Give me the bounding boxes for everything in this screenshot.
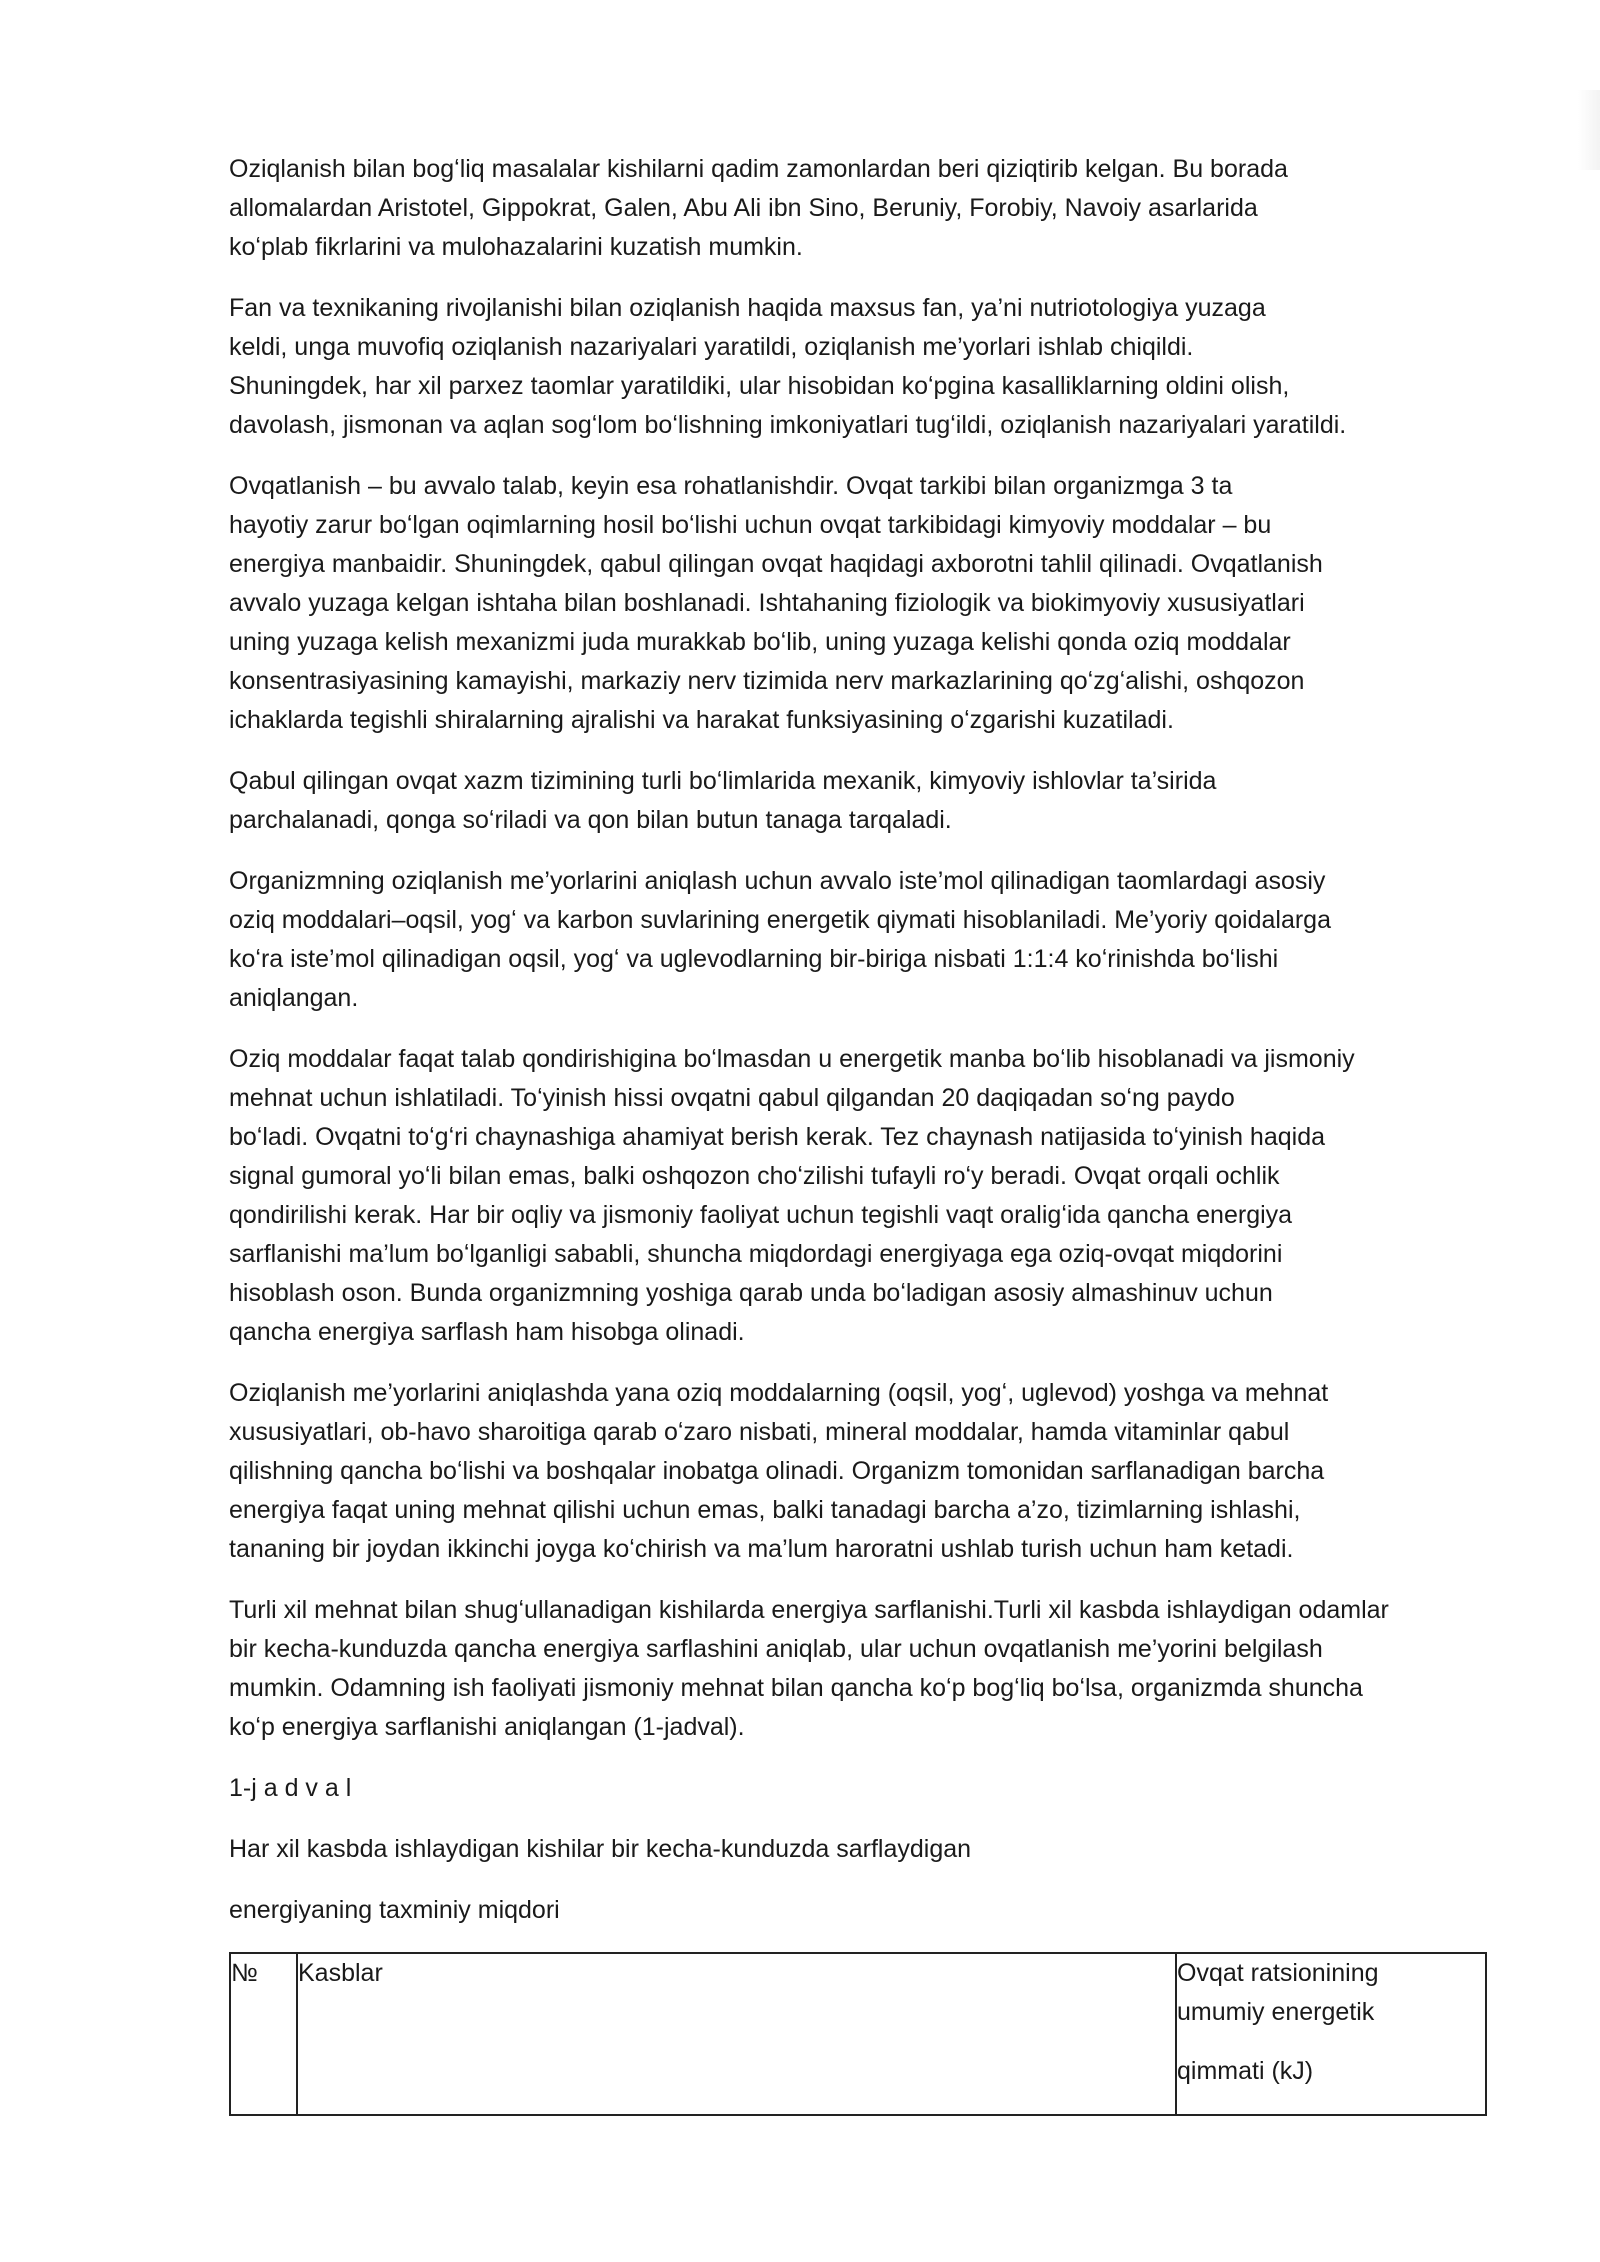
text-line: qondirilishi kerak. Har bir oqliy va jismoniy faoliyat uchun tegishli vaqt oraligʻida qancha energiya [229, 1201, 1293, 1229]
text-line: koʻp energiya sarflanishi aniqlangan (1-jadval). [229, 1713, 745, 1741]
text-line: Oziqlanish bilan bogʻliq masalalar kishilarni qadim zamonlardan beri qiziqtirib kelgan. Bu borada [229, 155, 1288, 183]
text-line: konsentrasiyasining kamayishi, markaziy nerv tizimida nerv markazlarining qoʻzgʻalishi, oshqozon [229, 667, 1305, 695]
text-line: Oziqlanish me’yorlarini aniqlashda yana oziq moddalarning (oqsil, yogʻ, uglevod) yoshga va mehnat [229, 1379, 1329, 1407]
header-professions: Kasblar [297, 1953, 1176, 2115]
text-line: qancha energiya sarflash ham hisobga olinadi. [229, 1318, 745, 1346]
text-line: koʻra iste’mol qilinadigan oqsil, yogʻ va uglevodlarning bir-biriga nisbati 1:1:4 koʻrinishda boʻlishi [229, 945, 1279, 973]
header-energy-line: qimmati (kJ) [1177, 2057, 1314, 2085]
text-line: Qabul qilingan ovqat xazm tizimining turli boʻlimlarida mexanik, kimyoviy ishlovlar ta’sirida [229, 767, 1217, 795]
paragraph [229, 1374, 1487, 1569]
paragraph [229, 1591, 1487, 1747]
text-line: ichaklarda tegishli shiralarning ajralishi va harakat funksiyasining oʻzgarishi kuzatiladi. [229, 706, 1174, 734]
text-line: Oziq moddalar faqat talab qondirishigina boʻlmasdan u energetik manba boʻlib hisoblanadi va jismoniy [229, 1045, 1355, 1073]
paragraph [229, 150, 1487, 267]
paragraph [229, 1040, 1487, 1352]
paragraph [229, 862, 1487, 1018]
header-number: № [230, 1953, 297, 2115]
text-line: keldi, unga muvofiq oziqlanish nazariyalari yaratildi, oziqlanish me’yorlari ishlab chiqildi. [229, 333, 1194, 361]
header-energy-line: Ovqat ratsionining [1177, 1959, 1379, 1987]
text-line: davolash, jismonan va aqlan sogʻlom boʻlishning imkoniyatlari tugʻildi, oziqlanish nazariyalari yaratildi. [229, 411, 1347, 439]
text-line: oziq moddalari–oqsil, yogʻ va karbon suvlarining energetik qiymati hisoblaniladi. Me’yoriy qoidalarga [229, 906, 1331, 934]
header-energy-value [1176, 1953, 1486, 2115]
table-label: 1-j a d v a l [229, 1774, 352, 1802]
document-body [229, 150, 1487, 2116]
text-line: sarflanishi ma’lum boʻlganligi sababli, shuncha miqdordagi energiyaga ega oziq-ovqat miqdorini [229, 1240, 1283, 1268]
text-line: Ovqatlanish – bu avvalo talab, keyin esa rohatlanishdir. Ovqat tarkibi bilan organizmga 3 ta [229, 472, 1233, 500]
text-line: parchalanadi, qonga soʻriladi va qon bilan butun tanaga tarqaladi. [229, 806, 952, 834]
text-line: mehnat uchun ishlatiladi. Toʻyinish hissi ovqatni qabul qilgandan 20 daqiqadan soʻng paydo [229, 1084, 1235, 1112]
paragraph [229, 467, 1487, 740]
text-line: Turli xil mehnat bilan shugʻullanadigan kishilarda energiya sarflanishi.Turli xil kasbda ishlaydigan odamlar [229, 1596, 1389, 1624]
table-caption-continued: energiyaning taxminiy miqdori [229, 1896, 560, 1924]
paragraph [229, 762, 1487, 840]
text-line: xususiyatlari, ob-havo sharoitiga qarab oʻzaro nisbati, mineral moddalar, hamda vitaminlar qabul [229, 1418, 1290, 1446]
paragraph [229, 289, 1487, 445]
text-line: uning yuzaga kelish mexanizmi juda murakkab boʻlib, uning yuzaga kelishi qonda oziq moddalar [229, 628, 1291, 656]
text-line: Organizmning oziqlanish me’yorlarini aniqlash uchun avvalo iste’mol qilinadigan taomlardagi asosiy [229, 867, 1326, 895]
text-line: Shuningdek, har xil parxez taomlar yaratildiki, ular hisobidan koʻpgina kasalliklarning oldini olish, [229, 372, 1290, 400]
table-header-row [230, 1953, 1486, 2115]
text-line: mumkin. Odamning ish faoliyati jismoniy mehnat bilan qancha koʻp bogʻliq boʻlsa, organizmda shuncha [229, 1674, 1363, 1702]
text-line: avvalo yuzaga kelgan ishtaha bilan boshlanadi. Ishtahaning fiziologik va biokimyoviy xususiyatlari [229, 589, 1305, 617]
text-line: tananing bir joydan ikkinchi joyga koʻchirish va ma’lum haroratni ushlab turish uchun ham ketadi. [229, 1535, 1294, 1563]
text-line: qilishning qancha boʻlishi va boshqalar inobatga olinadi. Organizm tomonidan sarflanadigan barcha [229, 1457, 1325, 1485]
header-energy-line: umumiy energetik [1177, 1998, 1375, 2026]
text-line: aniqlangan. [229, 984, 359, 1012]
text-line: hisoblash oson. Bunda organizmning yoshiga qarab unda boʻladigan asosiy almashinuv uchun [229, 1279, 1273, 1307]
text-line: koʻplab fikrlarini va mulohazalarini kuzatish mumkin. [229, 233, 803, 261]
text-line: bir kecha-kunduzda qancha energiya sarflashini aniqlab, ular uchun ovqatlanish me’yorini belgilash [229, 1635, 1323, 1663]
text-line: energiya faqat uning mehnat qilishi uchun emas, balki tanadagi barcha a’zo, tizimlarning ishlashi, [229, 1496, 1301, 1524]
text-line: signal gumoral yoʻli bilan emas, balki oshqozon choʻzilishi tufayli roʻy beradi. Ovqat orqali ochlik [229, 1162, 1280, 1190]
page-edge-shadow [1578, 90, 1600, 170]
energy-table [229, 1952, 1487, 2116]
text-line: allomalardan Aristotel, Gippokrat, Galen, Abu Ali ibn Sino, Beruniy, Forobiy, Navoiy asarlarida [229, 194, 1258, 222]
text-line: boʻladi. Ovqatni toʻgʻri chaynashiga ahamiyat berish kerak. Tez chaynash natijasida toʻyinish haqida [229, 1123, 1326, 1151]
text-line: hayotiy zarur boʻlgan oqimlarning hosil boʻlishi uchun ovqat tarkibidagi kimyoviy moddalar – bu [229, 511, 1272, 539]
text-line: Fan va texnikaning rivojlanishi bilan oziqlanish haqida maxsus fan, ya’ni nutriotologiya yuzaga [229, 294, 1266, 322]
table-caption: Har xil kasbda ishlaydigan kishilar bir kecha-kunduzda sarflaydigan [229, 1835, 972, 1863]
text-line: energiya manbaidir. Shuningdek, qabul qilingan ovqat haqidagi axborotni tahlil qilinadi. Ovqatlanish [229, 550, 1323, 578]
